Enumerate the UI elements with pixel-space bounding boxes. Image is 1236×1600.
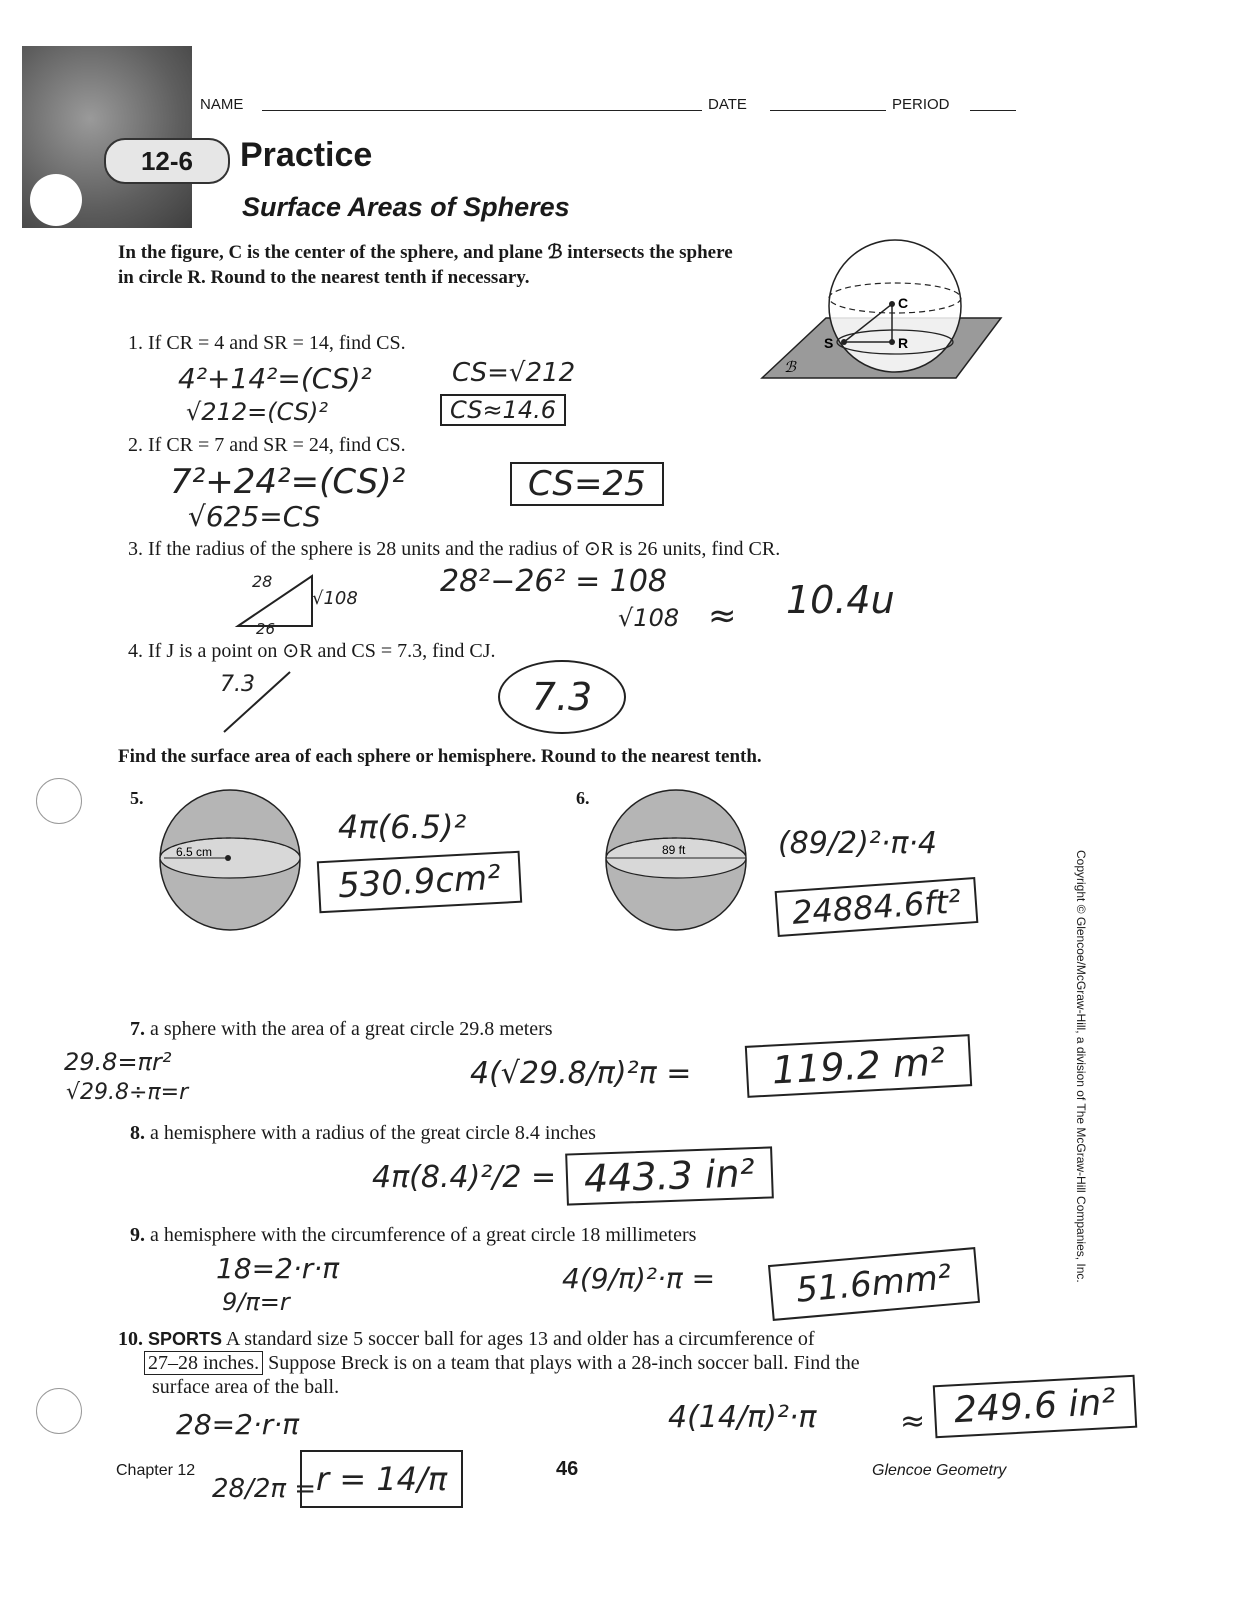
problem-10-line-3: surface area of the ball. — [152, 1376, 340, 1398]
footer-book: Glencoe Geometry — [872, 1462, 1007, 1479]
label-plane: ℬ — [784, 360, 796, 376]
footer-page-number: 46 — [556, 1458, 579, 1480]
p6-answer: 24884.6ft² — [775, 877, 979, 937]
p3-triangle-sketch — [232, 570, 322, 630]
p5-work: 4π(6.5)² — [338, 808, 467, 846]
date-field[interactable] — [770, 110, 886, 111]
lesson-badge: 12-6 — [104, 138, 230, 184]
page-title: Practice — [240, 136, 373, 174]
problem-1-text: If CR = 4 and SR = 14, find CS. — [148, 332, 406, 354]
footer-chapter: Chapter 12 — [116, 1462, 196, 1479]
p10-work-2: 28/2π = — [212, 1474, 317, 1504]
p7-work-1: 29.8=πr² — [64, 1048, 172, 1076]
problem-10-line-1-text: A standard size 5 soccer ball for ages 13 and older has a circumference of — [225, 1328, 815, 1350]
p9-work-2: 9/π=r — [222, 1288, 290, 1316]
problem-4-text: If J is a point on ⊙R and CS = 7.3, find CJ. — [148, 640, 496, 662]
p1-work-2: √212=(CS)² — [186, 398, 328, 426]
problem-10-line-2-text: Suppose Breck is on a team that plays with a 28-inch soccer ball. Find the — [268, 1352, 860, 1374]
problem-7-text: a sphere with the area of a great circle 29.8 meters — [150, 1018, 553, 1040]
p1-work-1: 4²+14²=(CS)² — [178, 362, 372, 395]
p3-work-eq: 28²−26² = 108 — [440, 564, 668, 599]
p3-answer: 10.4u — [786, 578, 895, 622]
problem-4 — [128, 638, 496, 663]
problem-1-num: 1. — [128, 332, 143, 354]
p9-work-3: 4(9/π)²·π = — [562, 1262, 716, 1295]
p7-work-2: √29.8÷π=r — [66, 1080, 189, 1105]
p3-work-approx: ≈ — [708, 596, 737, 636]
p10-work-approx: ≈ — [900, 1404, 926, 1439]
p10-r-answer: r = 14/π — [300, 1450, 463, 1508]
sphere-plane-figure — [756, 238, 1006, 383]
p9-work-1: 18=2·r·π — [216, 1252, 340, 1285]
p4-work: 7.3 — [220, 672, 255, 697]
problem-9 — [130, 1224, 696, 1247]
page-subtitle: Surface Areas of Spheres — [242, 192, 570, 222]
p8-answer: 443.3 in² — [565, 1146, 773, 1205]
sphere-6-label: 89 ft — [662, 843, 686, 857]
punch-hole-top — [36, 778, 82, 824]
p6-work: (89/2)²·π·4 — [778, 826, 938, 861]
problem-7-num: 7. — [130, 1018, 145, 1040]
period-label: PERIOD — [892, 96, 950, 113]
p3-work-base: 26 — [256, 620, 276, 638]
problem-9-num: 9. — [130, 1224, 145, 1246]
problem-3-num: 3. — [128, 538, 143, 560]
p3-work-leg: √108 — [312, 588, 358, 609]
period-field[interactable] — [970, 110, 1016, 111]
problem-4-num: 4. — [128, 640, 143, 662]
problem-8 — [130, 1122, 596, 1145]
p9-answer: 51.6mm² — [768, 1247, 980, 1321]
sphere-5-label: 6.5 cm — [176, 845, 213, 859]
p10-answer: 249.6 in² — [933, 1375, 1137, 1438]
problem-10-line-1 — [118, 1328, 815, 1351]
problem-2-num: 2. — [128, 434, 143, 456]
sphere-5-figure — [156, 786, 306, 936]
sphere-6-figure — [602, 786, 752, 936]
problem-7 — [130, 1018, 553, 1041]
problem-2-text: If CR = 7 and SR = 24, find CS. — [148, 434, 406, 456]
label-s: S — [824, 335, 834, 351]
problem-1 — [128, 332, 406, 355]
instructions-surface-area: Find the surface area of each sphere or hemisphere. Round to the nearest tenth. — [118, 746, 762, 767]
p5-answer: 530.9cm² — [317, 851, 522, 914]
label-r: R — [898, 335, 909, 351]
problem-10-given: 27–28 inches. — [144, 1351, 263, 1375]
instructions-sphere-figure: In the figure, C is the center of the sphere, and plane ℬ intersects the sphere in circle R. Round to the nearest tenth if necessary. — [118, 242, 733, 288]
p10-work-1: 28=2·r·π — [176, 1408, 300, 1441]
problem-10-line-2 — [144, 1352, 860, 1375]
name-field[interactable] — [262, 110, 702, 111]
corner-circle — [30, 174, 82, 226]
sphere-outline — [829, 240, 961, 372]
problem-9-text: a hemisphere with the circumference of a great circle 18 millimeters — [150, 1224, 697, 1246]
p4-answer: 7.3 — [498, 660, 626, 734]
problem-3 — [128, 536, 780, 561]
p2-answer: CS=25 — [510, 462, 664, 506]
p3-work-root: √108 — [618, 604, 680, 632]
problem-8-num: 8. — [130, 1122, 145, 1144]
p7-work-3: 4(√29.8/π)²π = — [470, 1056, 692, 1091]
problem-10-tag: SPORTS — [148, 1329, 223, 1349]
label-c: C — [898, 295, 909, 311]
p2-work-2: √625=CS — [188, 500, 321, 533]
p8-work: 4π(8.4)²/2 = — [372, 1160, 557, 1195]
name-label: NAME — [200, 96, 244, 113]
p10-work-3: 4(14/π)²·π — [668, 1400, 817, 1435]
problem-8-text: a hemisphere with a radius of the great circle 8.4 inches — [150, 1122, 596, 1144]
problem-2 — [128, 434, 406, 457]
p2-work-1: 7²+24²=(CS)² — [170, 462, 406, 502]
problem-10-num: 10. — [118, 1328, 143, 1350]
p7-answer: 119.2 m² — [745, 1034, 973, 1098]
p1-answer: CS≈14.6 — [440, 394, 566, 426]
copyright-note: Copyright © Glencoe/McGraw-Hill, a division of The McGraw-Hill Companies, Inc. — [1074, 850, 1088, 1283]
problem-6-num: 6. — [576, 788, 590, 808]
p4-sketch-line — [218, 668, 298, 738]
problem-3-text: If the radius of the sphere is 28 units and the radius of ⊙R is 26 units, find CR. — [148, 538, 781, 560]
date-label: DATE — [708, 96, 747, 113]
punch-hole-bottom — [36, 1388, 82, 1434]
p3-work-hyp: 28 — [252, 572, 273, 591]
problem-5-num: 5. — [130, 788, 144, 808]
p1-work-3: CS=√212 — [452, 358, 576, 388]
